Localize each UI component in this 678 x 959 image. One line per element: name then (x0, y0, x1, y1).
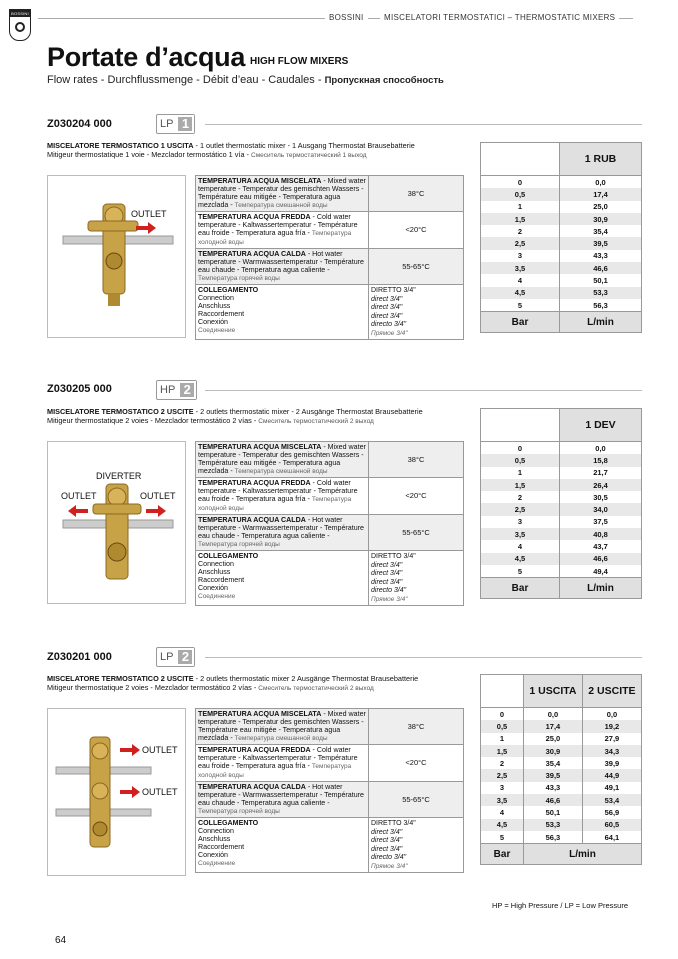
flow-pressure-cell: 1,5 (481, 745, 524, 757)
flow-value-cell: 0,0 (560, 176, 642, 189)
flow-pressure-cell: 1 (499, 734, 505, 744)
product-code: Z030204 000 (47, 118, 112, 130)
flow-row (481, 757, 642, 769)
flow-value-cell: 35,4 (524, 757, 583, 769)
flow-row (481, 733, 642, 745)
desc-text: - 1 outlet thermostatic mixer - 1 Ausgang Thermostat Brausebatterie (193, 141, 415, 150)
badge-outlets: 2 (176, 648, 194, 666)
flow-value-cell: 39,5 (560, 237, 642, 249)
flow-value-cell: 25,0 (524, 733, 583, 745)
flow-pressure-cell: 2,5 (481, 769, 524, 781)
flow-row (481, 794, 642, 806)
product-description (47, 407, 467, 426)
logo-mark (15, 22, 25, 32)
spec-hot-value: 55-65°C (369, 249, 464, 285)
flow-value-cell: 26,4 (560, 479, 642, 491)
flow-row (481, 262, 642, 274)
flow-pressure-cell: 5 (517, 566, 523, 576)
page-number: 64 (55, 935, 67, 946)
flow-row (481, 708, 642, 721)
badge-outlets: 1 (176, 115, 194, 133)
desc-ru: Смеситель термостатический 2 выход (258, 418, 374, 425)
desc-line2: Mitigeur thermostatique 2 voies - Mezclador termostático 2 vías - (47, 416, 259, 425)
flow-row (481, 745, 642, 757)
flow-rate-table (480, 408, 642, 599)
outlet-label-bottom: OUTLET (142, 787, 178, 797)
flow-value-cell: 50,1 (524, 806, 583, 818)
spec-hot: TEMPERATURA ACQUA CALDA - Hot water temperature - Warmwassertemperatur - Température eau chaude - Temperatura agua caliente - Температура горячей воды (196, 782, 369, 818)
desc-ru: Смеситель термостатический 1 выход (251, 152, 367, 159)
flow-value-cell: 64,1 (582, 831, 641, 844)
flow-value-cell: 40,8 (560, 528, 642, 540)
flow-value-cell: 25,0 (560, 201, 642, 213)
flow-value-cell: 34,0 (560, 503, 642, 515)
spec-table (195, 441, 464, 606)
flow-row (481, 237, 642, 249)
flow-row (481, 442, 642, 455)
flow-value-cell: 49,1 (582, 782, 641, 794)
mixer-1-outlet-illustration (48, 176, 185, 337)
spec-connection: COLLEGAMENTO Connection Anschluss Raccordement Conexión Соединение (196, 285, 369, 340)
flow-pressure-cell: 2 (499, 758, 505, 768)
flow-value-cell: 30,9 (560, 213, 642, 225)
spec-cold: TEMPERATURA ACQUA FREDDA - Cold water temperature - Kaltwassertemperatur - Température eau froide - Temperatura agua fría - Температура холодной воды (196, 212, 369, 249)
spec-cold: TEMPERATURA ACQUA FREDDA - Cold water temperature - Kaltwassertemperatur - Température eau froide - Temperatura agua fría - Температура холодной воды (196, 745, 369, 782)
flow-pressure-cell: 5 (499, 832, 505, 842)
flow-row (481, 769, 642, 781)
product-code: Z030205 000 (47, 383, 112, 395)
outlet-label-right: OUTLET (140, 491, 176, 501)
flow-pressure-cell: 4,5 (481, 287, 560, 299)
flow-value-cell: 17,4 (560, 188, 642, 200)
flow-row (481, 540, 642, 552)
spec-cold-value: <20°C (369, 212, 464, 249)
badge-outlets: 2 (178, 381, 196, 399)
flow-value-cell: 0,0 (524, 708, 583, 721)
flow-pressure-cell: 1,5 (481, 213, 560, 225)
flow-pressure-cell: 3,5 (481, 528, 560, 540)
spec-table (195, 175, 464, 340)
spec-mixed: TEMPERATURA ACQUA MISCELATA - Mixed water temperature - Temperatur des gemischten Wassers - Température eau mitigée - Temperatura agua mezclada - Температура смешанной воды (196, 709, 369, 745)
flow-value-cell: 49,4 (560, 565, 642, 578)
flow-value-cell: 39,9 (582, 757, 641, 769)
flow-row (481, 274, 642, 286)
flow-row (481, 176, 642, 189)
outlet-label-left: OUTLET (61, 491, 97, 501)
flow-row (481, 467, 642, 479)
flow-pressure-cell: 1 (517, 468, 523, 478)
flow-pressure-cell: 5 (517, 300, 523, 310)
subtitle-latin: Flow rates - Durchflussmenge - Débit d’eau - Caudales - (47, 74, 325, 86)
page-subtitle (47, 74, 444, 86)
spec-mixed-value: 38°C (369, 176, 464, 212)
header-brand: BOSSINI (325, 13, 368, 22)
product-code: Z030201 000 (47, 651, 112, 663)
flow-row (481, 491, 642, 503)
flow-value-cell: 39,5 (524, 769, 583, 781)
desc-ru: Смеситель термостатический 2 выход (258, 685, 374, 692)
outlet-label-top: OUTLET (142, 745, 178, 755)
desc-title: MISCELATORE TERMOSTATICO 2 USCITE (47, 407, 194, 416)
flow-pressure-cell: 3,5 (481, 794, 524, 806)
flow-rate-table (480, 142, 642, 333)
header-category: MISCELATORI TERMOSTATICI – THERMOSTATIC MIXERS (380, 13, 619, 22)
badge-type: LP (160, 118, 174, 130)
flow-pressure-cell: 4 (517, 542, 523, 552)
flow-foot-bar: Bar (481, 844, 524, 865)
flow-value-cell: 53,3 (560, 287, 642, 299)
flow-value-cell: 56,3 (524, 831, 583, 844)
flow-value-cell: 53,3 (524, 819, 583, 831)
flow-value-cell: 46,6 (524, 794, 583, 806)
flow-rate-table (480, 674, 642, 865)
flow-row (481, 831, 642, 844)
spec-hot: TEMPERATURA ACQUA CALDA - Hot water temperature - Warmwassertemperatur - Température eau chaude - Temperatura agua caliente - Температура горячей воды (196, 249, 369, 285)
outlet-label: OUTLET (131, 209, 167, 219)
flow-pressure-cell: 1,5 (481, 479, 560, 491)
flow-foot-unit: L/min (560, 578, 642, 599)
spec-cold: TEMPERATURA ACQUA FREDDA - Cold water temperature - Kaltwassertemperatur - Température eau froide - Temperatura agua fría - Температура холодной воды (196, 478, 369, 515)
section-rule (205, 390, 642, 391)
page-title: Portate d’acqua (47, 42, 246, 72)
flow-row (481, 503, 642, 515)
flow-foot-bar: Bar (481, 578, 560, 599)
pressure-badge (156, 380, 197, 400)
flow-pressure-cell: 3 (499, 783, 505, 793)
flow-value-cell: 21,7 (560, 467, 642, 479)
flow-value-cell: 43,3 (524, 782, 583, 794)
flow-pressure-cell: 1 (517, 202, 523, 212)
spec-cold-value: <20°C (369, 478, 464, 515)
flow-pressure-cell: 3 (517, 251, 523, 261)
flow-foot-unit: L/min (524, 844, 642, 865)
spec-connection-value: DIRETTO 3/4" direct 3/4" direct 3/4" direct 3/4" directo 3/4" Прямое 3/4" (369, 285, 464, 340)
flow-value-cell: 0,0 (582, 708, 641, 721)
desc-text: - 2 outlets thermostatic mixer 2 Ausgänge Thermostat Brausebatterie (193, 674, 419, 683)
diverter-label: DIVERTER (96, 471, 142, 481)
spec-hot-value: 55-65°C (369, 515, 464, 551)
flow-row (481, 528, 642, 540)
product-image-box (47, 441, 186, 604)
section-rule (205, 657, 642, 658)
flow-row (481, 553, 642, 565)
flow-row (481, 454, 642, 466)
spec-table (195, 708, 464, 873)
flow-pressure-cell: 2,5 (481, 503, 560, 515)
page-title-suffix: HIGH FLOW MIXERS (250, 56, 349, 67)
product-description (47, 141, 467, 160)
flow-pressure-cell: 0 (499, 709, 505, 719)
desc-title: MISCELATORE TERMOSTATICO 2 USCITE (47, 674, 194, 683)
flow-pressure-cell: 4 (499, 808, 505, 818)
flow-value-cell: 15,8 (560, 454, 642, 466)
subtitle-ru: Пропускная способность (324, 75, 444, 86)
flow-pressure-cell: 3,5 (481, 262, 560, 274)
badge-type: LP (160, 651, 174, 663)
spec-cold-value: <20°C (369, 745, 464, 782)
flow-value-cell: 34,3 (582, 745, 641, 757)
flow-header-2: 2 USCITE (582, 675, 641, 708)
flow-row (481, 516, 642, 528)
flow-row (481, 188, 642, 200)
flow-pressure-cell: 0 (517, 177, 523, 187)
flow-pressure-cell: 4 (517, 276, 523, 286)
spec-mixed: TEMPERATURA ACQUA MISCELATA - Mixed water temperature - Temperatur des gemischten Wassers - Température eau mitigée - Temperatura agua mezclada - Температура смешанной воды (196, 442, 369, 478)
flow-value-cell: 46,6 (560, 262, 642, 274)
flow-row (481, 299, 642, 312)
spec-hot: TEMPERATURA ACQUA CALDA - Hot water temperature - Warmwassertemperatur - Température eau chaude - Temperatura agua caliente - Температура горячей воды (196, 515, 369, 551)
flow-header-1: 1 USCITA (524, 675, 583, 708)
flow-value-cell: 60,5 (582, 819, 641, 831)
flow-row (481, 806, 642, 818)
flow-value-cell: 43,3 (560, 250, 642, 262)
flow-pressure-cell: 0,5 (481, 454, 560, 466)
pressure-badge (156, 114, 195, 134)
flow-foot-unit: L/min (560, 312, 642, 333)
flow-value-cell: 30,9 (524, 745, 583, 757)
spec-mixed-value: 38°C (369, 442, 464, 478)
brand-logo (9, 9, 31, 41)
spec-mixed: TEMPERATURA ACQUA MISCELATA - Mixed water temperature - Temperatur des gemischten Wassers - Température eau mitigée - Temperatura agua mezclada - Температура смешанной воды (196, 176, 369, 212)
footnote: HP = High Pressure / LP = Low Pressure (491, 901, 628, 910)
flow-value-cell: 50,1 (560, 274, 642, 286)
flow-value-cell: 46,6 (560, 553, 642, 565)
flow-pressure-cell: 2 (517, 492, 523, 502)
flow-value-cell: 19,2 (582, 720, 641, 732)
flow-pressure-cell: 2 (517, 226, 523, 236)
flow-foot-bar: Bar (481, 312, 560, 333)
flow-value-cell: 30,5 (560, 491, 642, 503)
spec-connection-value: DIRETTO 3/4" direct 3/4" direct 3/4" direct 3/4" directo 3/4" Прямое 3/4" (369, 818, 464, 873)
flow-pressure-cell: 4,5 (481, 553, 560, 565)
flow-value-cell: 27,9 (582, 733, 641, 745)
product-description (47, 674, 467, 693)
pressure-badge (156, 647, 195, 667)
section-rule (205, 124, 642, 125)
flow-pressure-cell: 0 (517, 443, 523, 453)
desc-text: - 2 outlets thermostatic mixer - 2 Ausgänge Thermostat Brausebatterie (193, 407, 423, 416)
flow-value-cell: 37,5 (560, 516, 642, 528)
flow-row (481, 479, 642, 491)
flow-value-cell: 43,7 (560, 540, 642, 552)
flow-row (481, 819, 642, 831)
desc-line2: Mitigeur thermostatique 1 voie - Mezclador termostático 1 vía - (47, 150, 251, 159)
spec-connection: COLLEGAMENTO Connection Anschluss Raccordement Conexión Соединение (196, 551, 369, 606)
flow-row (481, 565, 642, 578)
flow-value-cell: 53,4 (582, 794, 641, 806)
mixer-diverter-illustration (48, 442, 185, 603)
flow-row (481, 782, 642, 794)
flow-pressure-cell: 2,5 (481, 237, 560, 249)
flow-row (481, 201, 642, 213)
flow-value-cell: 0,0 (560, 442, 642, 455)
product-image-box (47, 175, 186, 338)
flow-row (481, 287, 642, 299)
flow-value-cell: 56,3 (560, 299, 642, 312)
flow-value-cell: 56,9 (582, 806, 641, 818)
spec-connection-value: DIRETTO 3/4" direct 3/4" direct 3/4" direct 3/4" directo 3/4" Прямое 3/4" (369, 551, 464, 606)
flow-pressure-cell: 4,5 (481, 819, 524, 831)
flow-pressure-cell: 0,5 (481, 188, 560, 200)
spec-connection: COLLEGAMENTO Connection Anschluss Raccordement Conexión Соединение (196, 818, 369, 873)
logo-text: BOSSINI (11, 11, 29, 16)
flow-header: 1 RUB (560, 143, 642, 176)
flow-value-cell: 35,4 (560, 225, 642, 237)
product-image-box (47, 708, 186, 876)
spec-mixed-value: 38°C (369, 709, 464, 745)
desc-line2: Mitigeur thermostatique 2 voies - Mezclador termostático 2 vías - (47, 683, 259, 692)
flow-row (481, 213, 642, 225)
flow-row (481, 720, 642, 732)
flow-pressure-cell: 3 (517, 517, 523, 527)
flow-row (481, 250, 642, 262)
flow-header: 1 DEV (560, 409, 642, 442)
flow-pressure-cell: 0,5 (481, 720, 524, 732)
flow-value-cell: 44,9 (582, 769, 641, 781)
desc-title: MISCELATORE TERMOSTATICO 1 USCITA (47, 141, 194, 150)
spec-hot-value: 55-65°C (369, 782, 464, 818)
flow-value-cell: 17,4 (524, 720, 583, 732)
flow-row (481, 225, 642, 237)
badge-type: HP (160, 384, 176, 396)
